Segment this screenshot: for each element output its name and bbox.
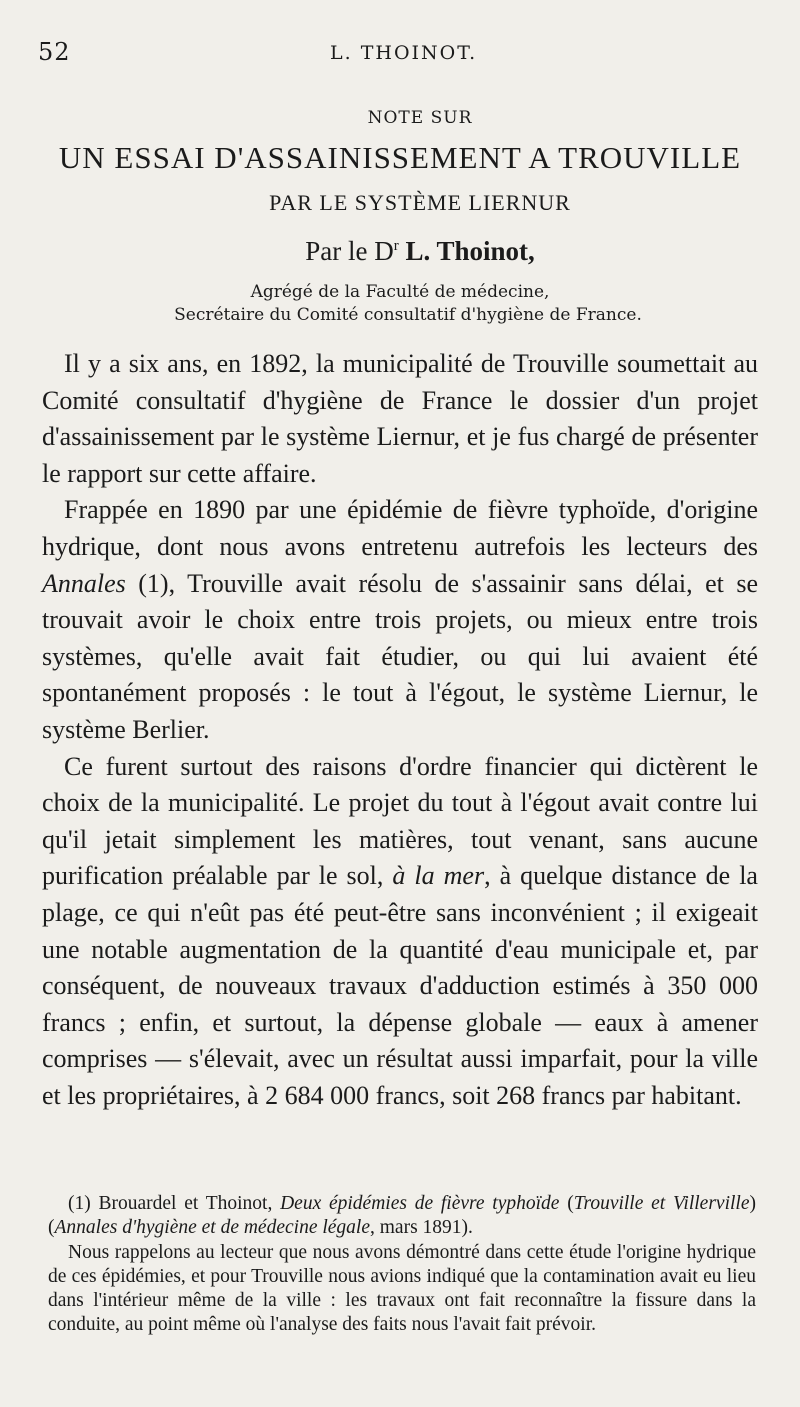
paragraph-1: Il y a six ans, en 1892, la municipalité de Trouville soumettait au Comité consultatif d'hygiène de France le dossier d'un projet d'assainissement par le système Liernur, et je fus chargé de présenter le rapport sur cette affaire. bbox=[42, 349, 758, 488]
footnote-sep-1: ( bbox=[559, 1193, 574, 1214]
running-head bbox=[0, 38, 800, 72]
note-label: NOTE SUR bbox=[367, 108, 473, 128]
article-subtitle: PAR LE SYSTÈME LIERNUR bbox=[269, 190, 571, 215]
footnote-sep-2: ) ( bbox=[48, 1193, 756, 1239]
paragraph-2-text-b: (1), Trouville avait résolu de s'assainir sans délai, et se trouvait avoir le choix entre trois projets, ou mieux entre trois systèmes, qu'elle avait fait étudier, ou qui lui avaient été spontanément proposés : le tout à l'égout, le système Liernur, le système Berlier. bbox=[42, 568, 758, 744]
footnote bbox=[48, 1192, 756, 1338]
footnote-journal: Annales d'hygiène et de médecine légale bbox=[54, 1217, 370, 1239]
page-number: 52 bbox=[38, 38, 71, 66]
footnote-work-title: Deux épidémies de fièvre typhoïde bbox=[280, 1193, 560, 1214]
annales-reference: Annales bbox=[42, 568, 126, 598]
byline-sup: r bbox=[393, 238, 399, 254]
footnote-places: Trouville et Villerville bbox=[573, 1193, 750, 1214]
byline-prefix: Par le D bbox=[305, 236, 394, 266]
author-name: L. Thoinot, bbox=[405, 236, 535, 266]
author-credential-1: Agrégé de la Faculté de médecine, bbox=[250, 282, 550, 302]
footnote-remark: Nous rappelons au lecteur que nous avons démontré dans cette étude l'origine hydrique de ces épidémies, et pour Trouville nous avions indiqué que la contamination avait eu lieu dans l'intérieur même de la ville : les travaux ont fait reconnaître la fissure dans la conduite, au point même où l'analyse des faits nous l'avait fait prévoir. bbox=[48, 1241, 756, 1336]
author-credential-2: Secrétaire du Comité consultatif d'hygiène de France. bbox=[174, 305, 642, 325]
body-text bbox=[42, 346, 758, 1114]
paragraph-3-text-b: , à quelque distance de la plage, ce qui n'eût pas été peut-être sans inconvénient ; il exigeait une notable augmentation de la quantité d'eau municipale et, par conséquent, de nouveaux travaux d'adduction estimés à 350 000 francs ; enfin, et surtout, la dépense globale — eaux à amener comprises — s'élevait, avec un résultat aussi imparfait, pour la ville et les propriétaires, à 2 684 000 francs, soit 268 francs par habitant. bbox=[42, 861, 758, 1110]
running-head-author: L. THOINOT. bbox=[330, 42, 478, 64]
footnote-citation bbox=[48, 1192, 756, 1241]
byline bbox=[20, 236, 800, 267]
article-title: UN ESSAI D'ASSAINISSEMENT A TROUVILLE bbox=[58, 140, 742, 175]
paragraph-3-text-a: Ce furent surtout des raisons d'ordre financier qui dictèrent le choix de la municipalité. Le projet du tout à l'égout avait contre lui qu'il jetait simplement les matières, tout venant, sans aucune purification préalable par le sol, bbox=[42, 751, 758, 891]
footnote-date: , mars 1891). bbox=[370, 1217, 473, 1239]
a-la-mer-emphasis: à la mer bbox=[392, 861, 485, 891]
paragraph-3 bbox=[42, 749, 758, 1115]
paragraph-2 bbox=[42, 492, 758, 748]
paragraph-2-text-a: Frappée en 1890 par une épidémie de fièvre typhoïde, d'origine hydrique, dont nous avons entretenu autrefois les lecteurs des bbox=[42, 495, 758, 561]
footnote-authors: (1) Brouardel et Thoinot, bbox=[68, 1193, 281, 1214]
